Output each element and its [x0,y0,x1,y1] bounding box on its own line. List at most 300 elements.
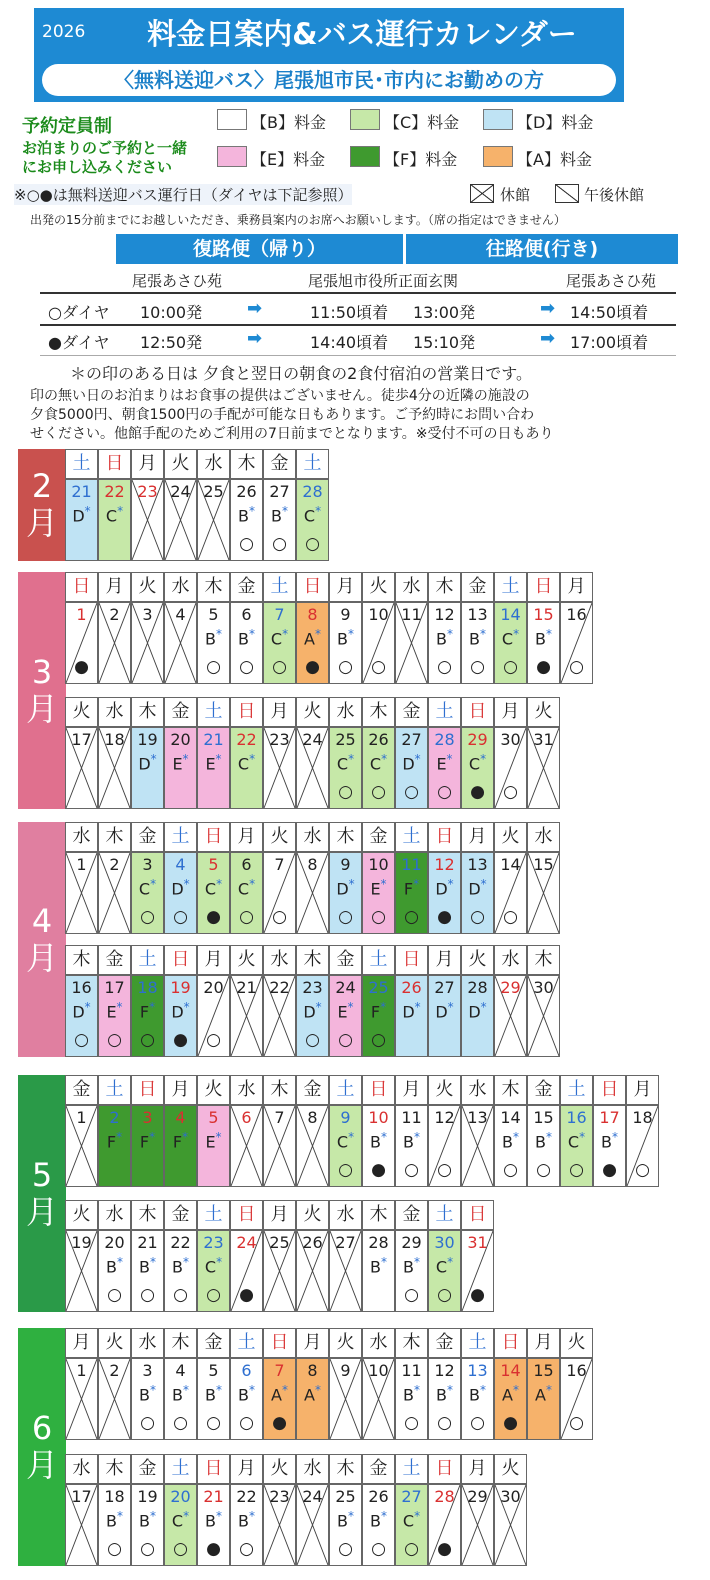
weekday-header: 金 [296,1075,329,1105]
day-cell[interactable] [98,727,131,809]
day-cell[interactable] [164,602,197,684]
fee-letter: E [106,1002,117,1022]
day-number: 3 [142,855,153,874]
day-cell[interactable] [65,975,98,1057]
day-cell[interactable] [362,727,395,809]
reservation-note-1: お泊まりのご予約と一緒 [22,139,188,157]
day-number: 13 [467,855,488,874]
meal-star: * [84,1000,91,1014]
bus-mark: ○ [140,1413,155,1433]
meal-star: * [216,877,223,891]
weekday-header: 木 [131,1200,164,1230]
fee-code [528,627,559,648]
fee-code [198,1383,229,1404]
day-cell[interactable] [329,1105,362,1187]
weekday-header: 日 [197,822,230,852]
fee-letter: E [436,754,447,774]
fee-letter: B [172,1257,183,1277]
bus-mark: ○ [437,657,452,677]
day-cell[interactable] [131,1484,164,1566]
bus-mark: ● [173,1030,188,1050]
day-number: 20 [104,1233,125,1252]
fee-letter: B [205,1511,216,1531]
day-cell[interactable] [428,1105,461,1187]
day-cell[interactable] [362,1230,395,1312]
day-cell[interactable] [296,1105,329,1187]
fee-letter: B [337,629,348,649]
day-cell[interactable] [461,602,494,684]
fee-letter: C [237,879,250,899]
fee-code [429,1000,460,1021]
day-cell[interactable] [362,1358,395,1440]
fee-code [528,1383,559,1404]
day-cell[interactable] [98,975,131,1057]
day-cell[interactable] [98,1105,131,1187]
bus-mark: ○ [173,1285,188,1305]
bus-mark: ○ [437,1160,452,1180]
day-cell[interactable] [65,602,98,684]
day-cell[interactable] [65,1230,98,1312]
meal-star: * [149,1383,156,1397]
fee-letter: B [205,1385,216,1405]
weekday-header: 月 [395,1075,428,1105]
day-number: 24 [236,1233,257,1252]
arrow-right-icon: ➡ [540,328,556,349]
bus-mark: ○ [404,907,419,927]
fee-letter: B [436,629,447,649]
day-cell[interactable] [197,1484,230,1566]
day-cell[interactable] [527,852,560,934]
weekday-header: 火 [131,572,164,602]
day-cell[interactable] [494,852,527,934]
day-number: 14 [500,1361,521,1380]
pm-closed-legend-label: 午後休館 [584,186,645,204]
day-cell[interactable] [329,975,362,1057]
day-cell[interactable] [428,1230,461,1312]
day-number: 19 [137,1487,158,1506]
day-cell[interactable] [230,1484,263,1566]
fee-code [198,752,229,773]
day-cell[interactable] [527,1358,560,1440]
day-cell[interactable] [263,602,296,684]
day-cell[interactable] [131,975,164,1057]
weekday-header: 日 [230,697,263,727]
meal-note-1: ＊の印のある日は 夕食と翌日の朝食の2食付宿泊の営業日です。 [70,364,532,383]
header-banner [34,8,624,102]
bus-mark: ○ [206,1413,221,1433]
day-number: 10 [368,1108,389,1127]
bus-mark: ○ [569,657,584,677]
day-number: 7 [274,1361,285,1380]
weekday-header: 火 [65,697,98,727]
day-cell[interactable] [263,1358,296,1440]
legend-swatch-c [350,109,380,130]
day-cell[interactable] [428,1358,461,1440]
meal-note-4: せください。他館手配のためご利用の7日前までとなります。※受付不可の日もあり [30,426,554,442]
day-cell[interactable] [527,1105,560,1187]
day-cell[interactable] [428,975,461,1057]
fee-code [198,1509,229,1530]
day-cell[interactable] [263,727,296,809]
month-suffix: 月 [25,504,58,542]
timetable-rule [40,355,676,356]
fee-code [66,504,97,525]
day-cell[interactable] [197,852,230,934]
day-cell[interactable] [65,852,98,934]
day-cell[interactable] [131,727,164,809]
day-cell[interactable] [65,1105,98,1187]
day-cell[interactable] [164,1230,197,1312]
month-suffix: 月 [25,1192,58,1231]
day-number: 23 [137,482,158,501]
day-number: 28 [302,482,323,501]
bus-days-note: ※○●は無料送迎バス運行日（ダイヤは下記参照） [14,186,353,204]
day-cell[interactable] [263,1484,296,1566]
meal-star: * [380,1130,387,1144]
day-cell[interactable] [230,602,263,684]
day-number: 2 [109,1108,120,1127]
fee-letter: B [205,629,216,649]
day-cell[interactable] [131,602,164,684]
day-cell[interactable] [329,1484,362,1566]
day-cell[interactable] [263,1105,296,1187]
day-cell[interactable] [362,1105,395,1187]
day-cell[interactable] [164,1484,197,1566]
meal-star: * [116,1255,123,1269]
day-number: 22 [104,482,125,501]
day-cell[interactable] [197,1105,230,1187]
day-cell[interactable] [560,1358,593,1440]
day-number: 27 [401,730,422,749]
bus-mark: ○ [206,1285,221,1305]
day-cell[interactable] [296,602,329,684]
legend-label-d: 【D】料金 [517,113,594,132]
day-cell[interactable] [395,1484,428,1566]
day-cell[interactable] [296,1358,329,1440]
meal-star: * [149,1509,156,1523]
day-cell[interactable] [98,1358,131,1440]
weekday-header: 木 [296,945,329,975]
day-number: 1 [76,1108,87,1127]
meal-star: * [150,752,157,766]
weekday-header: 火 [263,1454,296,1484]
day-number: 9 [340,1108,351,1127]
day-cell[interactable] [329,727,362,809]
day-cell[interactable] [428,852,461,934]
day-cell[interactable] [395,1230,428,1312]
day-cell[interactable] [98,1484,131,1566]
day-cell[interactable] [197,975,230,1057]
meal-star: * [512,1383,519,1397]
day-cell[interactable] [494,975,527,1057]
day-cell[interactable] [164,1358,197,1440]
meal-star: * [447,1255,454,1269]
day-number: 28 [368,1233,389,1252]
day-cell[interactable] [329,1358,362,1440]
weekday-header: 木 [362,1200,395,1230]
meal-star: * [347,1509,354,1523]
day-cell[interactable] [362,602,395,684]
day-cell[interactable] [230,1358,263,1440]
day-cell[interactable] [461,727,494,809]
day-cell[interactable] [362,852,395,934]
bus-mark: ○ [569,1413,584,1433]
day-cell[interactable] [527,975,560,1057]
day-number: 7 [274,1108,285,1127]
fee-letter: A [304,629,315,649]
weekday-header: 木 [197,572,230,602]
day-cell[interactable] [296,1484,329,1566]
weekday-header: 水 [296,1454,329,1484]
fee-letter: B [403,1257,414,1277]
weekday-header: 日 [131,1075,164,1105]
fee-code [165,1000,196,1021]
day-cell[interactable] [131,852,164,934]
day-cell[interactable] [560,1105,593,1187]
day-number: 27 [434,978,455,997]
day-cell[interactable] [428,727,461,809]
day-cell[interactable] [197,727,230,809]
bus-mark: ○ [338,1030,353,1050]
meal-star: * [414,1509,421,1523]
weekday-header: 金 [362,1454,395,1484]
day-cell[interactable] [296,479,329,561]
day-cell[interactable] [197,1230,230,1312]
bus-mark: ○ [470,1413,485,1433]
fee-code [165,1509,196,1530]
day-cell[interactable] [329,1230,362,1312]
day-number: 3 [142,1108,153,1127]
day-cell[interactable] [230,975,263,1057]
weekday-header: 月 [164,1075,197,1105]
meal-star: * [414,1000,421,1014]
day-cell[interactable] [329,852,362,934]
day-number: 24 [302,730,323,749]
day-cell[interactable] [296,852,329,934]
day-cell[interactable] [527,602,560,684]
day-cell[interactable] [395,1358,428,1440]
day-cell[interactable] [164,852,197,934]
fee-letter: C [336,1132,349,1152]
weekday-header: 土 [329,1075,362,1105]
weekday-header: 月 [230,822,263,852]
day-cell[interactable] [131,1105,164,1187]
day-cell[interactable] [65,479,98,561]
bus-mark: ○ [503,657,518,677]
day-cell[interactable] [494,1484,527,1566]
fee-code [165,1130,196,1151]
day-cell[interactable] [296,975,329,1057]
fee-letter: C [468,754,481,774]
day-cell[interactable] [461,1230,494,1312]
day-cell[interactable] [395,852,428,934]
day-cell[interactable] [362,1484,395,1566]
day-cell[interactable] [98,1230,131,1312]
weekday-header: 日 [494,1328,527,1358]
weekday-header: 火 [461,945,494,975]
day-cell[interactable] [263,975,296,1057]
bus-mark: ○ [272,534,287,554]
day-number: 29 [467,1487,488,1506]
day-cell[interactable] [230,727,263,809]
day-number: 17 [104,978,125,997]
meal-star: * [182,752,189,766]
day-number: 8 [307,605,318,624]
day-number: 4 [175,855,186,874]
weekday-header: 月 [626,1075,659,1105]
day-cell[interactable] [65,1484,98,1566]
day-cell[interactable] [65,1358,98,1440]
fee-code [198,1130,229,1151]
day-number: 9 [340,1361,351,1380]
meal-star: * [248,1383,255,1397]
day-cell[interactable] [131,479,164,561]
day-cell[interactable] [395,602,428,684]
day-cell[interactable] [395,975,428,1057]
day-cell[interactable] [461,1358,494,1440]
day-cell[interactable] [98,852,131,934]
day-number: 21 [203,730,224,749]
day-cell[interactable] [230,852,263,934]
day-number: 3 [142,1361,153,1380]
day-cell[interactable] [65,727,98,809]
weekday-header: 木 [494,1075,527,1105]
day-cell[interactable] [263,852,296,934]
day-number: 5 [208,1108,219,1127]
meal-star: * [116,1509,123,1523]
day-cell[interactable] [494,1358,527,1440]
day-number: 21 [236,978,257,997]
day-cell[interactable] [197,602,230,684]
day-cell[interactable] [626,1105,659,1187]
arrow-right-icon: ➡ [247,298,263,319]
day-cell[interactable] [494,602,527,684]
weekday-header: 水 [98,1200,131,1230]
weekday-header: 土 [164,822,197,852]
day-cell[interactable] [98,602,131,684]
weekday-header: 日 [197,1454,230,1484]
weekday-header: 月 [296,1328,329,1358]
day-cell[interactable] [494,727,527,809]
day-cell[interactable] [362,975,395,1057]
bus-mark: ○ [239,1413,254,1433]
day-cell[interactable] [593,1105,626,1187]
day-number: 18 [104,730,125,749]
day-number: 10 [368,855,389,874]
day-number: 21 [203,1487,224,1506]
fee-code [396,877,427,898]
day-cell[interactable] [164,975,197,1057]
day-number: 12 [434,605,455,624]
fee-letter: B [238,1385,249,1405]
meal-star: * [149,1000,156,1014]
fee-code [462,877,493,898]
day-cell[interactable] [131,1230,164,1312]
bus-mark: ○ [173,1413,188,1433]
bus-mark: ○ [239,657,254,677]
return-trip-header: 復路便（帰り） [116,234,403,264]
weekday-header: 木 [131,697,164,727]
day-cell[interactable] [461,1484,494,1566]
day-cell[interactable] [230,1105,263,1187]
day-number: 23 [203,1233,224,1252]
bus-mark: ○ [272,907,287,927]
day-cell[interactable] [395,1105,428,1187]
day-cell[interactable] [197,1358,230,1440]
meal-star: * [248,627,255,641]
fee-code [99,1509,130,1530]
month-label-6 [18,1328,66,1566]
weekday-header: 月 [428,945,461,975]
day-cell[interactable] [560,602,593,684]
day-cell[interactable] [428,1484,461,1566]
weekday-header: 日 [263,1328,296,1358]
day-number: 11 [401,855,422,874]
day-cell[interactable] [164,1105,197,1187]
day-number: 19 [71,1233,92,1252]
day-number: 15 [533,1108,554,1127]
day-cell[interactable] [164,479,197,561]
meal-star: * [215,1130,222,1144]
meal-star: * [281,504,288,518]
bus-mark: ○ [404,1160,419,1180]
schedule-arr2-filled: 17:00頃着 [570,333,649,352]
day-cell[interactable] [230,1230,263,1312]
day-cell[interactable] [263,479,296,561]
bus-mark: ○ [74,1030,89,1050]
timetable-rule [40,324,676,326]
day-cell[interactable] [230,479,263,561]
weekday-header: 日 [98,449,131,479]
day-cell[interactable] [131,1358,164,1440]
fee-code [330,1509,361,1530]
day-cell[interactable] [296,727,329,809]
day-cell[interactable] [527,727,560,809]
weekday-header: 木 [527,945,560,975]
day-cell[interactable] [98,479,131,561]
month-number: 6 [31,1409,53,1448]
weekday-header: 火 [296,1200,329,1230]
day-number: 13 [467,1108,488,1127]
weekday-header: 日 [296,572,329,602]
day-number: 30 [533,978,554,997]
day-cell[interactable] [461,1105,494,1187]
bus-mark: ● [437,907,452,927]
day-cell[interactable] [197,479,230,561]
day-number: 7 [274,855,285,874]
bus-mark: ○ [239,534,254,554]
weekday-header: 土 [395,1454,428,1484]
day-number: 16 [566,1108,587,1127]
day-cell[interactable] [461,852,494,934]
bus-mark: ○ [338,657,353,677]
day-cell[interactable] [329,602,362,684]
day-cell[interactable] [263,1230,296,1312]
day-number: 6 [241,605,252,624]
day-number: 25 [335,730,356,749]
day-cell[interactable] [395,727,428,809]
day-cell[interactable] [296,1230,329,1312]
fee-letter: B [502,1132,513,1152]
month-suffix: 月 [25,1446,58,1484]
day-cell[interactable] [494,1105,527,1187]
fee-code [264,504,295,525]
fee-code [264,1383,295,1404]
day-cell[interactable] [428,602,461,684]
day-cell[interactable] [461,975,494,1057]
fee-code [561,1130,592,1151]
day-cell[interactable] [164,727,197,809]
